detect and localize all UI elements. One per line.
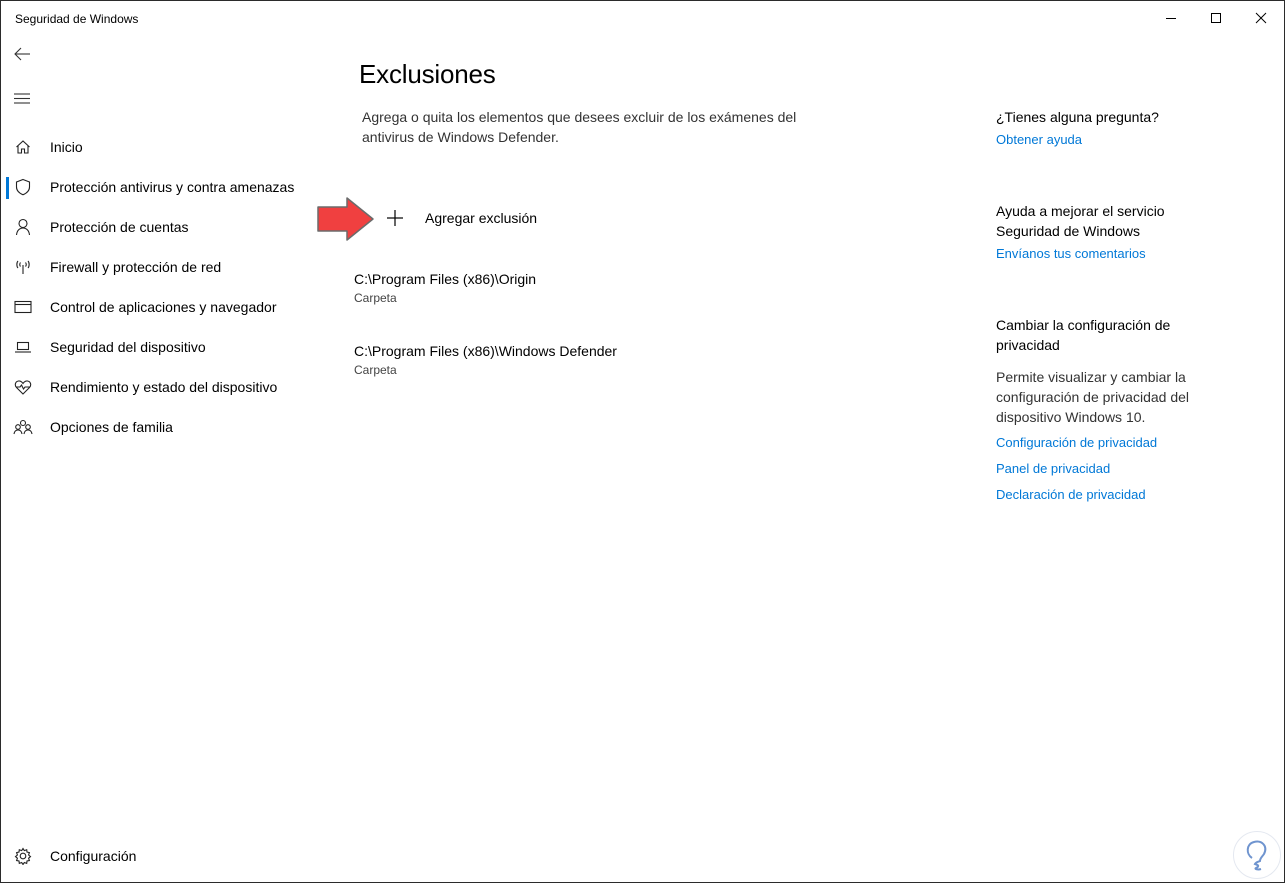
exclusion-type: Carpeta [354,291,397,305]
minimize-icon [1165,12,1177,24]
minimize-button[interactable] [1148,1,1194,35]
family-icon [13,417,33,437]
sidebar-item-rendimiento[interactable]: Rendimiento y estado del dispositivo [1,367,311,407]
feedback-heading: Ayuda a mejorar el servicio Seguridad de Windows [996,203,1165,239]
sidebar-item-familia[interactable]: Opciones de familia [1,407,311,447]
sidebar-item-apps[interactable]: Control de aplicaciones y navegador [1,287,311,327]
help-heading: ¿Tienes alguna pregunta? [996,109,1159,125]
send-feedback-link[interactable]: Envíanos tus comentarios [996,246,1146,261]
privacy-dashboard-link[interactable]: Panel de privacidad [996,461,1111,476]
exclusion-item[interactable] [354,270,674,306]
add-exclusion-button[interactable]: Agregar exclusión [379,201,537,235]
heart-pulse-icon [13,377,33,397]
back-arrow-icon [13,46,31,62]
privacy-section [996,315,1256,508]
lightbulb-logo-icon [1242,838,1272,872]
page-description: Agrega o quita los elementos que desees excluir de los exámenes del antivirus de Windows Defender. [362,109,797,145]
help-section [996,107,1256,153]
exclusion-path: C:\Program Files (x86)\Windows Defender [354,343,617,359]
person-icon [13,217,33,237]
home-icon [13,137,33,157]
sidebar-item-antivirus[interactable]: Protección antivirus y contra amenazas [1,167,311,207]
sidebar-item-cuentas[interactable]: Protección de cuentas [1,207,311,247]
close-button[interactable] [1238,1,1284,35]
menu-button[interactable] [9,85,35,111]
laptop-icon [13,337,33,357]
wireless-antenna-icon [13,257,33,277]
exclusion-item[interactable] [354,342,674,378]
shield-icon [13,177,33,197]
browser-window-icon [13,297,33,317]
close-icon [1255,12,1267,24]
gear-icon [13,846,33,866]
maximize-icon [1210,12,1222,24]
feedback-section [996,201,1256,267]
title-bar[interactable] [1,1,1284,35]
exclusion-type: Carpeta [354,363,397,377]
sidebar-item-inicio[interactable]: Inicio [1,127,311,167]
page-title: Exclusiones [359,59,496,89]
maximize-button[interactable] [1193,1,1239,35]
sidebar-item-firewall[interactable]: Firewall y protección de red [1,247,311,287]
exclusion-path: C:\Program Files (x86)\Origin [354,271,537,287]
get-help-link[interactable]: Obtener ayuda [996,132,1083,147]
back-button[interactable] [9,41,35,67]
privacy-description: Permite visualizar y cambiar la configuración de privacidad del dispositivo Windows 10. [996,369,1190,425]
privacy-settings-link[interactable]: Configuración de privacidad [996,435,1158,450]
sidebar-item-configuracion[interactable]: Configuración [1,836,311,876]
annotation-arrow-icon [315,196,377,242]
watermark-logo [1233,831,1281,879]
hamburger-menu-icon [13,91,31,105]
window-title: Seguridad de Windows [15,12,139,26]
privacy-heading: Cambiar la configuración de privacidad [996,317,1171,353]
plus-icon [379,202,411,234]
sidebar-item-dispositivo[interactable]: Seguridad del dispositivo [1,327,311,367]
privacy-statement-link[interactable]: Declaración de privacidad [996,487,1146,502]
